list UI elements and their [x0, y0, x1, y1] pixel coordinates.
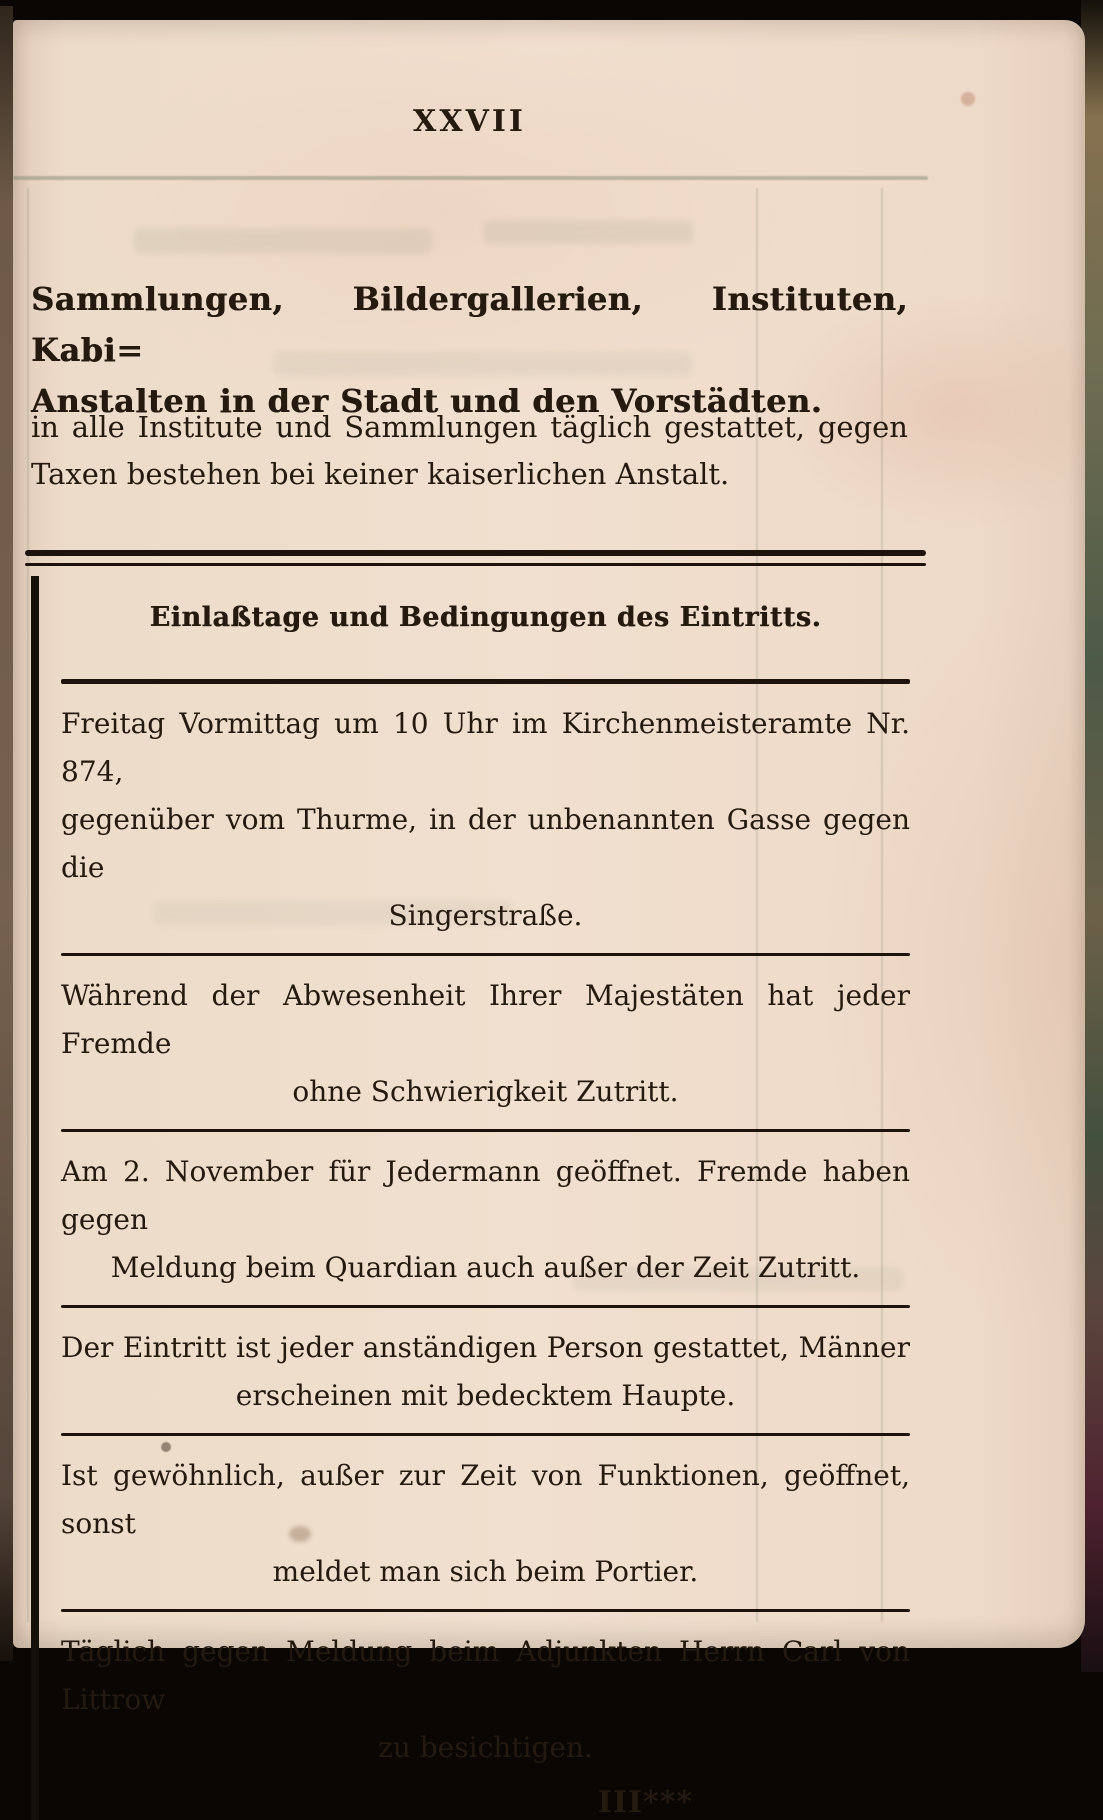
- entry-divider-rule: [61, 953, 910, 956]
- paper-stain: [961, 92, 975, 106]
- entry-line: gegenüber vom Thurme, in der unbenannten Gasse gegen die: [61, 803, 910, 884]
- entry-line: Singerstraße.: [388, 899, 583, 932]
- entry-divider-rule: [61, 1305, 910, 1308]
- intro-line-2: Taxen bestehen bei keiner kaiserlichen Anstalt.: [31, 457, 730, 491]
- admission-entries: [61, 700, 910, 1772]
- intro-line-1: in alle Institute und Sammlungen täglich gestattet, gegen: [31, 410, 908, 444]
- entry-line: Der Eintritt ist jeder anständigen Person gestattet, Männer: [61, 1331, 910, 1364]
- book-spine-edge: [0, 6, 13, 1661]
- chapter-heading-line-1: Sammlungen, Bildergallerien, Instituten, Kabi=: [31, 280, 908, 369]
- double-rule-bottom: [25, 563, 926, 566]
- entry-line: Freitag Vormittag um 10 Uhr im Kirchenmeisteramte Nr. 874,: [61, 707, 910, 788]
- bleed-through-text-smudge: [133, 228, 433, 254]
- entry-line: Meldung beim Quardian auch außer der Zeit Zutritt.: [110, 1251, 861, 1284]
- bleed-through-table-line: [27, 188, 29, 1622]
- admission-entry: [61, 1628, 910, 1772]
- admission-entry: [61, 1452, 910, 1596]
- bleed-through-rule: [13, 176, 928, 180]
- bleed-through-text-smudge: [483, 220, 693, 244]
- admission-entry: [61, 1324, 910, 1420]
- section-header: Einlaßtage und Bedingungen des Eintritts.: [149, 602, 822, 633]
- intro-paragraph: [31, 404, 908, 498]
- section-header-rule: [61, 679, 910, 684]
- entry-line: Ist gewöhnlich, außer zur Zeit von Funktionen, geöffnet, sonst: [61, 1459, 910, 1540]
- chapter-heading-line-2: Anstalten in der Stadt und den Vorstädten.: [31, 382, 823, 420]
- entry-line: ohne Schwierigkeit Zutritt.: [292, 1075, 679, 1108]
- entry-line: Während der Abwesenheit Ihrer Majestäten hat jeder Fremde: [61, 979, 910, 1060]
- entry-line: zu besichtigen.: [378, 1731, 593, 1764]
- double-rule: [25, 550, 926, 566]
- signature-mark: III***: [597, 1785, 694, 1820]
- entry-line: meldet man sich beim Portier.: [272, 1555, 699, 1588]
- entry-divider-rule: [61, 1609, 910, 1612]
- page-number: XXVII: [413, 104, 526, 139]
- entry-line: Am 2. November für Jedermann geöffnet. Fremde haben gegen: [61, 1155, 910, 1236]
- admission-entry: [61, 700, 910, 940]
- entry-divider-rule: [61, 1433, 910, 1436]
- admission-entry: [61, 1148, 910, 1292]
- entry-line: Täglich gegen Meldung beim Adjunkten Herrn Carl von Littrow: [61, 1635, 910, 1716]
- admission-entry: [61, 972, 910, 1116]
- admission-conditions-section: [31, 576, 910, 1820]
- entry-line: erscheinen mit bedecktem Haupte.: [235, 1379, 736, 1412]
- entry-divider-rule: [61, 1129, 910, 1132]
- book-page: [13, 20, 1085, 1820]
- double-rule-top: [25, 550, 926, 556]
